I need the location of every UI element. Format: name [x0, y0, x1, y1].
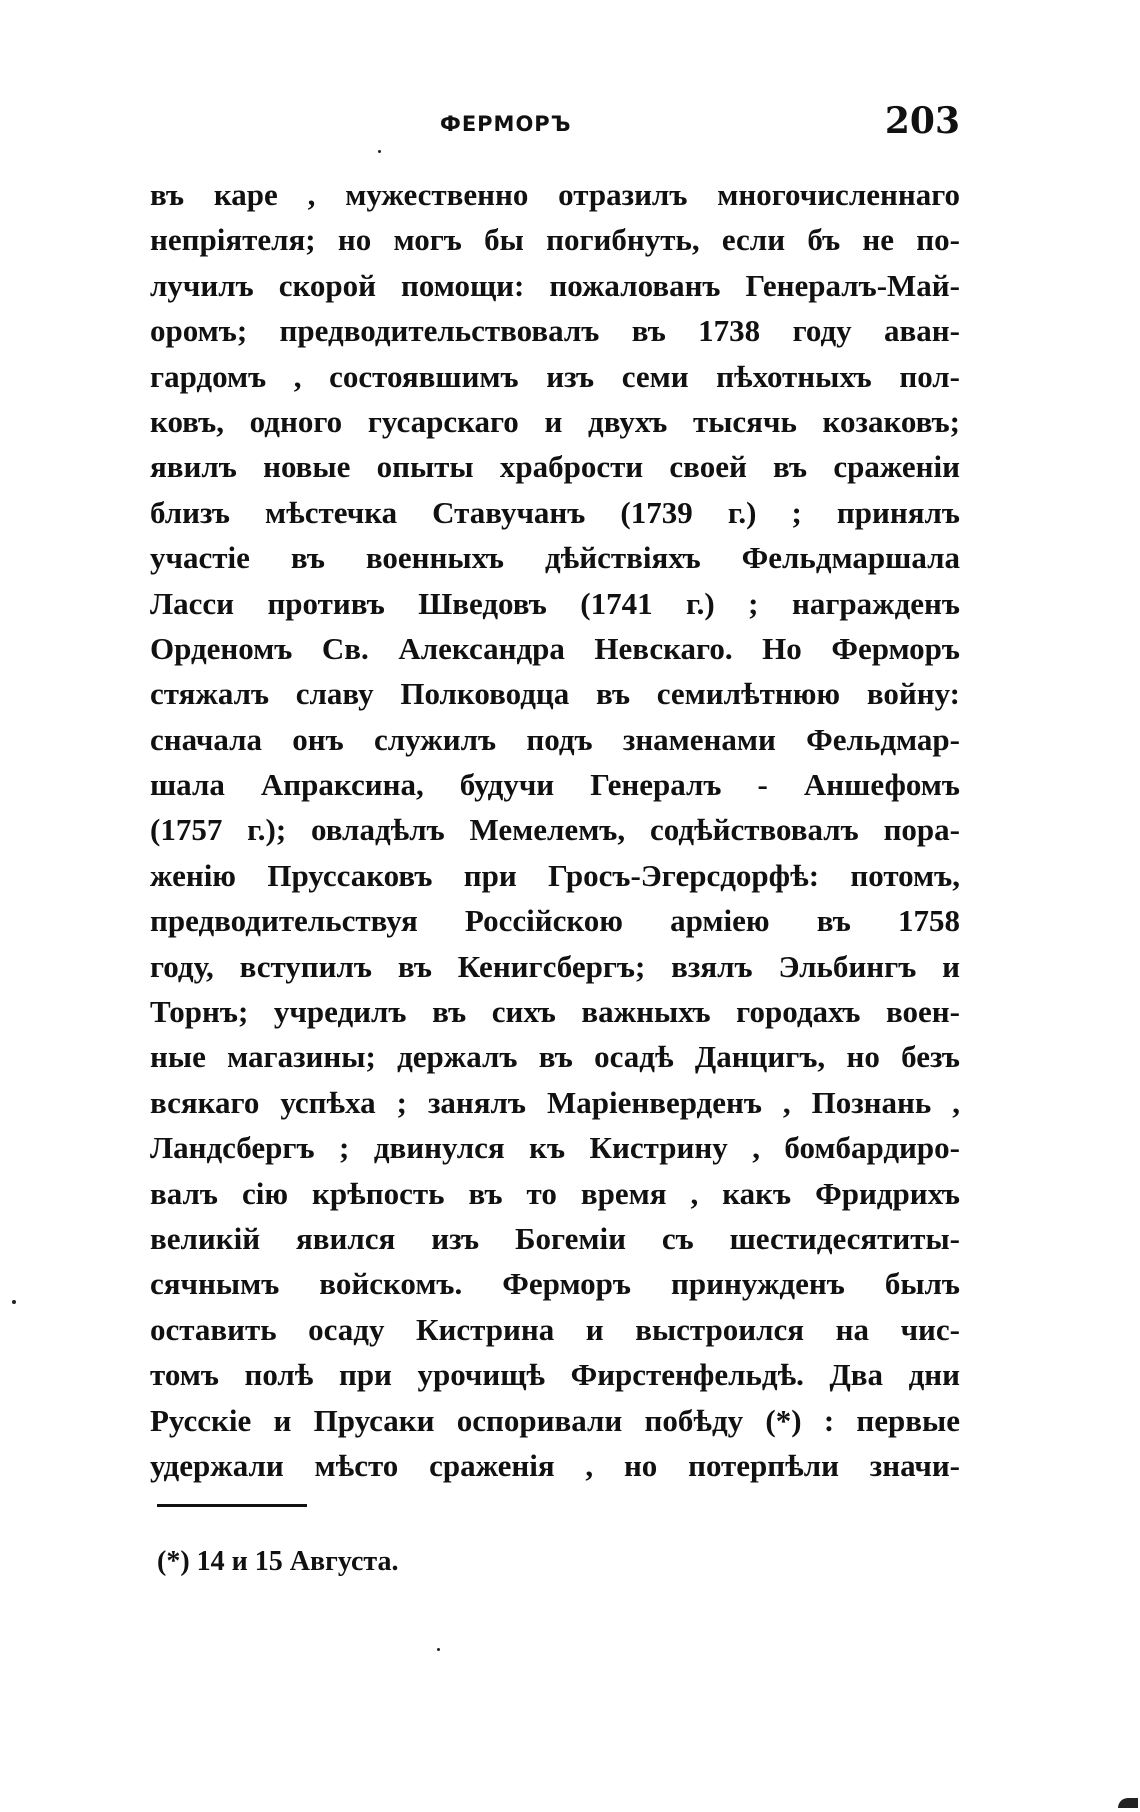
- text-line: въ каре , мужественно отразилъ многочисленнаго: [150, 177, 960, 212]
- text-line: близъ мѣстечка Ставучанъ (1739 г.) ; принялъ: [150, 494, 960, 530]
- text-line: сначала онъ служилъ подъ знаменами Фельдмар-: [150, 721, 960, 757]
- scan-speck: [437, 1648, 440, 1651]
- text-line: удержали мѣсто сраженія , но потерпѣли значи-: [150, 1447, 960, 1483]
- text-line: Ласси противъ Шведовъ (1741 г.) ; награжденъ: [150, 585, 960, 621]
- text-line: году, вступилъ въ Кенигсбергъ; взялъ Эльбингъ и: [150, 948, 960, 984]
- body-text: [150, 172, 960, 1488]
- scan-speck: [1118, 1798, 1138, 1808]
- text-line: Торнъ; учредилъ въ сихъ важныхъ городахъ воен-: [150, 994, 960, 1030]
- text-line: (1757 г.); овладѣлъ Мемелемъ, содѣйствовалъ пора-: [150, 812, 960, 848]
- scan-speck: [12, 1300, 16, 1304]
- running-head-title: ФЕРМОРЪ: [440, 112, 572, 136]
- text-line: предводительствуя Россійскою арміею въ 1758: [150, 903, 960, 939]
- text-line: великій явился изъ Богеміи съ шестидесятиты-: [150, 1220, 960, 1256]
- text-line: стяжалъ славу Полководца въ семилѣтнюю войну:: [150, 676, 960, 712]
- footnote-rule: [157, 1504, 307, 1507]
- text-line: оставить осаду Кистрина и выстроился на чис-: [150, 1311, 960, 1347]
- text-line: всякаго успѣха ; занялъ Маріенверденъ , Познань ,: [150, 1084, 960, 1120]
- text-line: валъ сію крѣпость въ то время , какъ Фридрихъ: [150, 1175, 960, 1211]
- text-line: оромъ; предводительствовалъ въ 1738 году аван-: [150, 313, 960, 349]
- text-line: Ландсбергъ ; двинулся къ Кистрину , бомбардиро-: [150, 1130, 960, 1166]
- footnote: (*) 14 и 15 Августа.: [157, 1546, 399, 1577]
- text-line: гардомъ , состоявшимъ изъ семи пѣхотныхъ пол-: [150, 358, 960, 394]
- text-line: Орденомъ Св. Александра Невскаго. Но Ферморъ: [150, 630, 960, 666]
- text-line: сячнымъ войскомъ. Ферморъ принужденъ былъ: [150, 1266, 960, 1302]
- text-line: томъ полѣ при урочищѣ Фирстенфельдѣ. Два дни: [150, 1357, 960, 1393]
- text-line: Русскіе и Прусаки оспоривали побѣду (*) : первые: [150, 1402, 960, 1438]
- text-line: ные магазины; держалъ въ осадѣ Данцигъ, но безъ: [150, 1039, 960, 1075]
- text-line: женію Пруссаковъ при Гросъ-Эгерсдорфѣ: потомъ,: [150, 857, 960, 893]
- page-number: 203: [884, 100, 960, 142]
- scan-speck: [378, 150, 381, 153]
- text-line: явилъ новые опыты храбрости своей въ сраженіи: [150, 449, 960, 485]
- text-line: участіе въ военныхъ дѣйствіяхъ Фельдмаршала: [150, 540, 960, 576]
- running-head: [150, 100, 960, 150]
- text-line: непріятеля; но могъ бы погибнуть, если бъ не по-: [150, 222, 960, 258]
- text-line: лучилъ скорой помощи: пожалованъ Генералъ-Май-: [150, 267, 960, 303]
- text-line: ковъ, одного гусарскаго и двухъ тысячь козаковъ;: [150, 403, 960, 439]
- text-line: шала Апраксина, будучи Генералъ - Аншефомъ: [150, 767, 960, 803]
